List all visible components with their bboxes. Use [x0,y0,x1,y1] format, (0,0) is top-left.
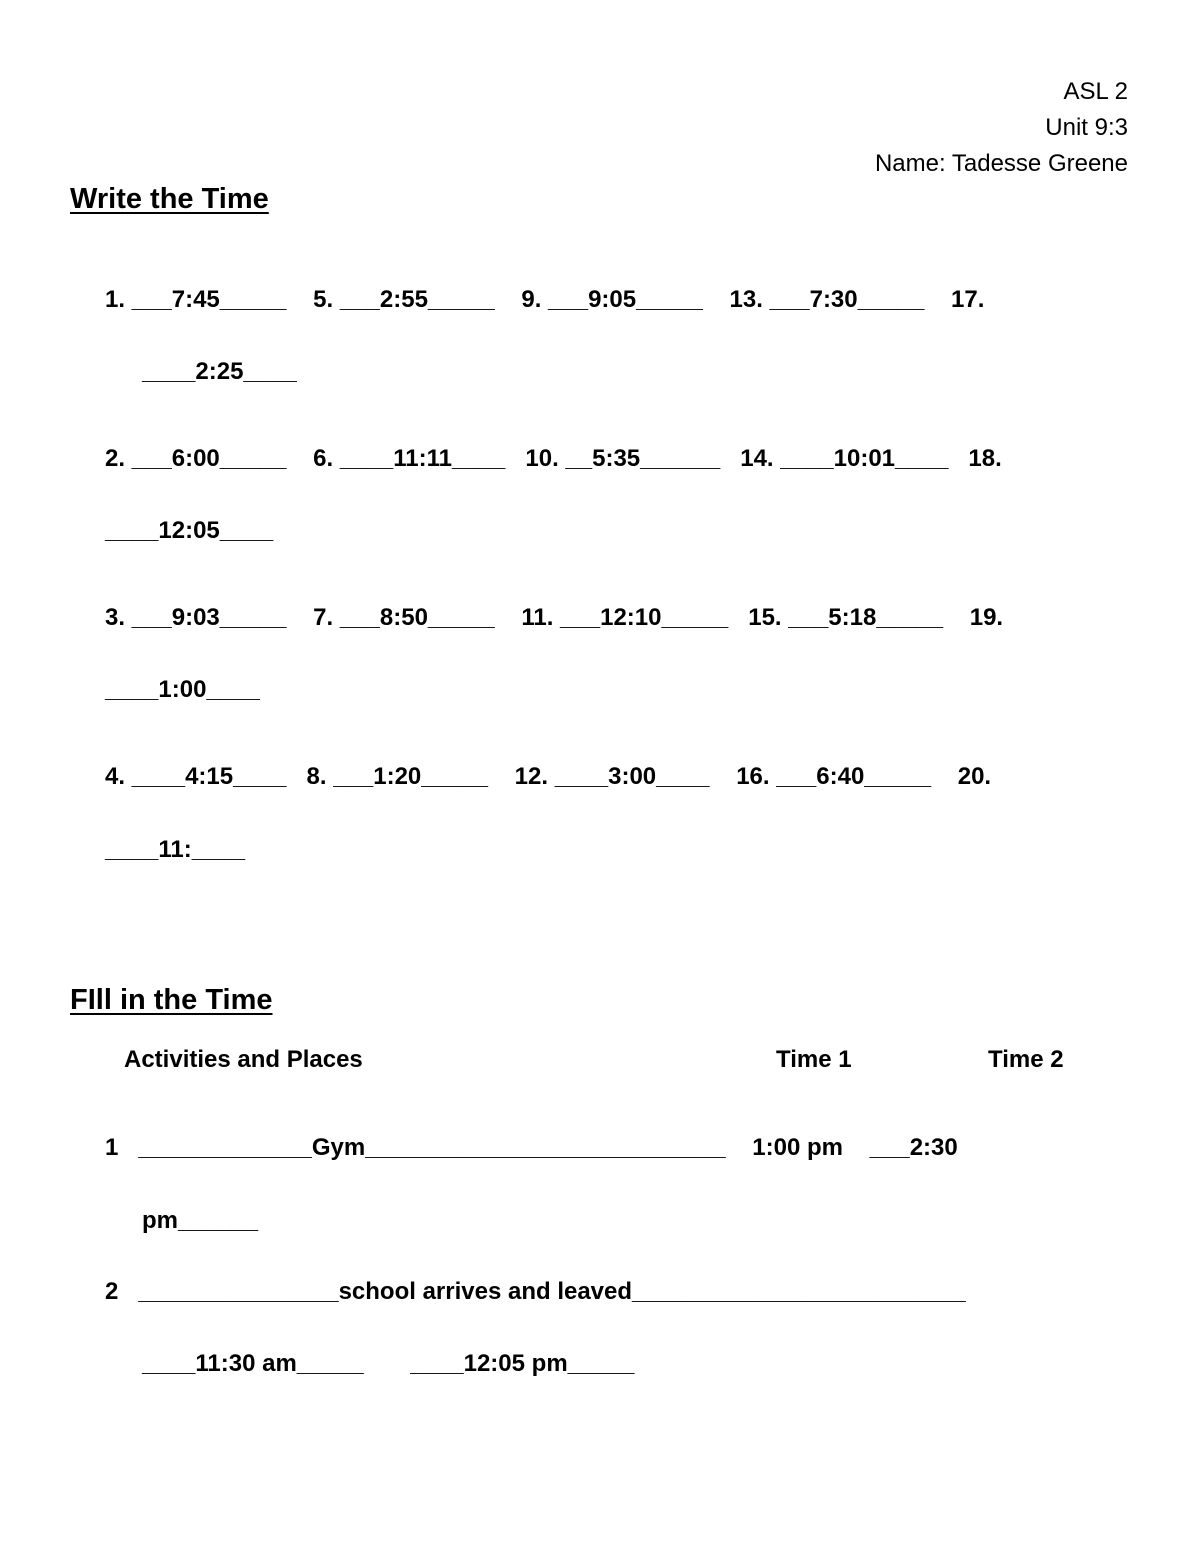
write-line-8: ____11:____ [105,836,246,863]
column-header-activities: Activities and Places [124,1046,363,1073]
write-line-1: 1. ___7:45_____ 5. ___2:55_____ 9. ___9:05_____ 13. ___7:30_____ 17. [105,286,985,313]
fill-line-3: 2 _______________school arrives and leaved_________________________ [105,1278,966,1305]
write-line-4: ____12:05____ [105,517,274,544]
column-header-time2: Time 2 [988,1046,1064,1073]
write-line-6: ____1:00____ [105,676,260,703]
write-section-title: Write the Time [70,183,269,215]
fill-section-title: FIll in the Time [70,984,273,1016]
student-name: Name: Tadesse Greene [874,150,1128,177]
write-line-7: 4. ____4:15____ 8. ___1:20_____ 12. ____3:00____ 16. ___6:40_____ 20. [105,763,992,790]
header-block [875,74,1128,182]
write-line-2: ____2:25____ [142,358,297,385]
course-label: ASL 2 [1063,78,1128,105]
fill-line-4: ____11:30 am_____ ____12:05 pm_____ [142,1350,635,1377]
fill-line-1: 1 _____________Gym___________________________ 1:00 pm ___2:30 [105,1134,958,1161]
unit-label: Unit 9:3 [1045,114,1128,141]
column-header-time1: Time 1 [776,1046,852,1073]
fill-line-2: pm______ [142,1207,259,1234]
write-line-3: 2. ___6:00_____ 6. ____11:11____ 10. __5:35______ 14. ____10:01____ 18. [105,445,1002,472]
write-line-5: 3. ___9:03_____ 7. ___8:50_____ 11. ___12:10_____ 15. ___5:18_____ 19. [105,604,1004,631]
